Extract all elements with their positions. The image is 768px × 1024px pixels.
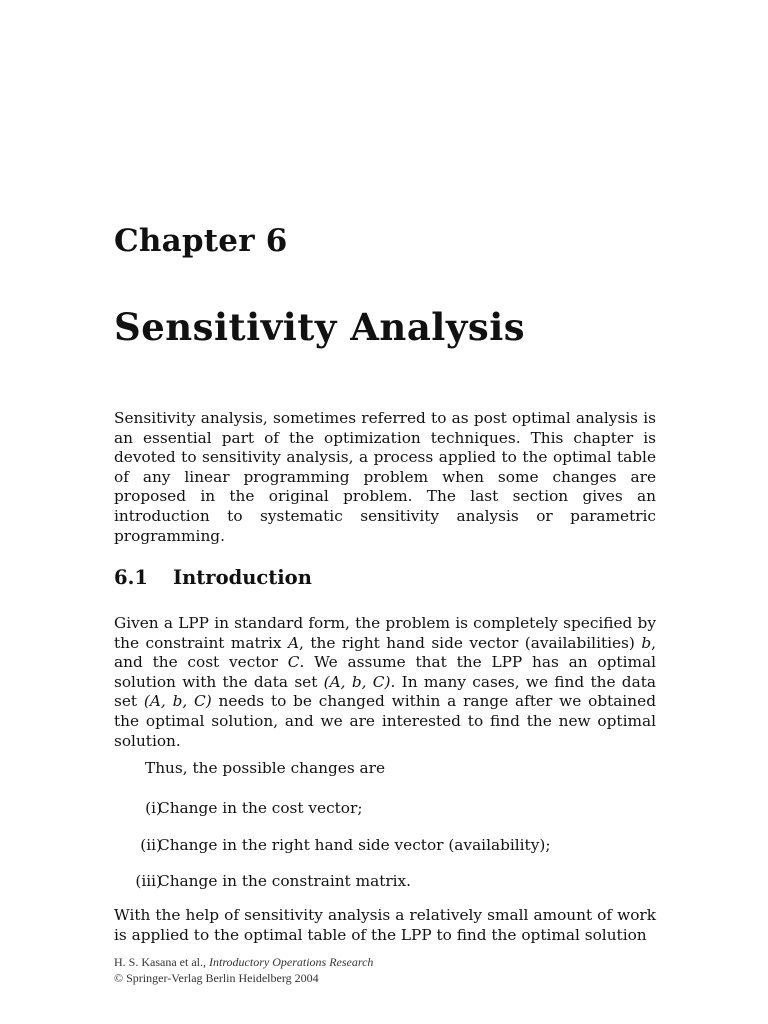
intro-text-2: , the right hand side vector (availabilities)	[299, 633, 642, 652]
list-item-text: Change in the right hand side vector (availability);	[158, 835, 551, 854]
intro-text-6: needs to be changed within a range after we obtained the optimal solution, and we are interested to find the new optimal solution.	[114, 692, 656, 750]
section-heading	[114, 566, 312, 589]
closing-paragraph: With the help of sensitivity analysis a relatively small amount of work is applied to the optimal table of the LPP to find the optimal solution	[114, 906, 656, 944]
intro-text-3: , and the cost vector	[114, 633, 656, 672]
chapter-label: Chapter 6	[114, 223, 288, 259]
intro-paragraph	[114, 614, 656, 751]
list-item-text: Change in the constraint matrix.	[158, 872, 412, 890]
list-item	[114, 836, 656, 855]
section-title: Introduction	[173, 566, 312, 589]
math-data-set-2: (A, b, C)	[143, 692, 212, 711]
list-item-number: (i)	[145, 799, 162, 817]
list-item-number: (ii)	[140, 835, 162, 854]
list-item-number: (iii)	[135, 872, 162, 890]
list-item	[114, 799, 656, 818]
chapter-title: Sensitivity Analysis	[114, 305, 526, 349]
copyright-line: © Springer-Verlag Berlin Heidelberg 2004	[114, 971, 319, 985]
footer-book-title: Introductory Operations Research	[208, 955, 374, 969]
chapter-abstract: Sensitivity analysis, sometimes referred to as post optimal analysis is an essential part of the optimization techniques. This chapter is devoted to sensitivity analysis, a process applied to the optimal table of any linear programming problem when some changes are proposed in the original problem. The last section gives an introduction to systematic sensitivity analysis or parametric programming.	[114, 409, 656, 545]
citation-line	[114, 954, 373, 970]
page-footer	[114, 954, 373, 986]
footer-authors: H. S. Kasana et al.,	[114, 955, 209, 969]
changes-lead-in: Thus, the possible changes are	[145, 759, 386, 777]
math-vector-b: b	[641, 633, 652, 652]
intro-text-1: Given a LPP in standard form, the problem is completely specified by the constraint matrix	[114, 614, 656, 652]
list-item	[114, 872, 656, 891]
math-vector-c: C	[287, 653, 300, 672]
changes-list	[114, 799, 656, 909]
intro-text-4: . We assume that the LPP has an optimal solution with the data set	[114, 653, 656, 691]
section-number: 6.1	[114, 566, 148, 589]
list-item-text: Change in the cost vector;	[158, 799, 363, 817]
math-matrix-a: A	[287, 633, 300, 652]
math-data-set-1: (A, b, C)	[323, 672, 391, 691]
intro-text-5: . In many cases, we find the data set	[114, 672, 656, 711]
